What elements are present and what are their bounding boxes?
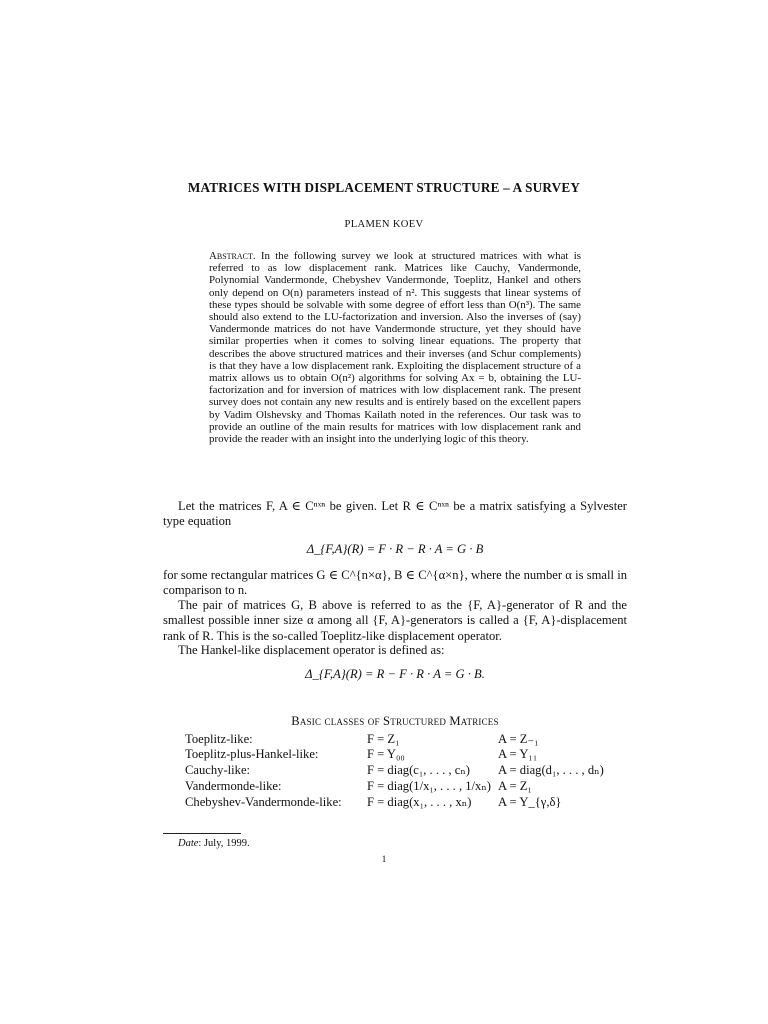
class-name: Cauchy-like:: [185, 763, 251, 778]
a-operator: A = Z₁: [498, 779, 532, 794]
equation-sylvester: Δ_{F,A}(R) = F · R − R · A = G · B: [306, 542, 484, 556]
a-operator: A = diag(d₁, . . . , dₙ): [498, 763, 604, 778]
table-row: [185, 778, 604, 794]
footnote-label: Date: [178, 838, 199, 849]
a-operator: A = Y_{γ,δ}: [498, 795, 562, 810]
table-row: [185, 794, 604, 810]
f-operator: F = diag(x₁, . . . , xₙ): [367, 795, 472, 810]
structured-matrices-table: [185, 731, 604, 810]
class-name: Chebyshev-Vandermonde-like:: [185, 795, 342, 810]
table-row: [185, 731, 604, 747]
abstract: [209, 250, 581, 445]
footnote-text: : July, 1999.: [198, 838, 250, 849]
f-operator: F = Y₀₀: [367, 747, 405, 761]
f-operator: F = diag(1/x₁, . . . , 1/xₙ): [367, 779, 491, 794]
f-operator: F = Z₁: [367, 732, 400, 746]
class-name: Vandermonde-like:: [185, 779, 282, 794]
abstract-text: In the following survey we look at structured matrices with what is referred to as low displacement rank. Matrices like Cauchy, Vandermonde, Polynomial Vandermonde, Chebyshev Vandermonde, Toeplitz, Hankel and others only depend on O(n) parameters instead of n². This suggests that linear systems of these types should be solvable with some degree of effort less than O(n³). The same should also extend to the LU-factorization and inversion. Also the inverses of (say) Vandermonde matrices do not have Vandermonde structure, yet they should have similar properties when it comes to solving linear equations. The property that describes the above structured matrices and their inverses (and Schur complements) is that they have a low displacement rank. Exploiting the displacement structure of a matrix allows us to obtain O(n²) algorithms for solving Ax = b, obtaining the LU-factorization and for inversion of matrices with low displacement rank. The present survey does not contain any new results and is entirely based on the excellent papers by Vadim Olshevsky and Thomas Kailath noted in the references. Our task was to provide an outline of the main results for matrices with low displacement rank and provide the reader with an insight into the underlying logic of this theory.: [209, 250, 581, 446]
paragraph-displacement-rank: The pair of matrices G, B above is referred to as the {F, A}-generator of R and the smallest possible inner size α among all {F, A}-generators is called a {F, A}-displacement rank of R. This is the so-called Toeplitz-like displacement operator.: [163, 598, 627, 643]
table-row: [185, 762, 604, 778]
class-name: Toeplitz-plus-Hankel-like:: [185, 747, 319, 761]
paragraph-generators: for some rectangular matrices G ∈ C^{n×α}, B ∈ C^{α×n}, where the number α is small in comparison to n.: [163, 568, 627, 598]
paragraph-hankel: The Hankel-like displacement operator is defined as:: [178, 643, 445, 657]
table-title: Basic classes of Structured Matrices: [291, 714, 499, 728]
page-number: 1: [381, 855, 387, 865]
a-operator: A = Y₁₁: [498, 747, 538, 761]
author-name: PLAMEN KOEV: [344, 219, 424, 230]
paper-title: MATRICES WITH DISPLACEMENT STRUCTURE – A SURVEY: [187, 180, 581, 195]
equation-hankel: Δ_{F,A}(R) = R − F · R · A = G · B.: [305, 667, 485, 681]
footnote-rule: [163, 833, 241, 834]
paragraph-intro: Let the matrices F, A ∈ Cⁿˣⁿ be given. Let R ∈ Cⁿˣⁿ be a matrix satisfying a Sylvester type equation: [163, 499, 627, 529]
abstract-label: Abstract.: [209, 250, 256, 262]
table-row: [185, 747, 604, 762]
footnote: [178, 838, 250, 849]
f-operator: F = diag(c₁, . . . , cₙ): [367, 763, 470, 778]
a-operator: A = Z₋₁: [498, 732, 539, 746]
class-name: Toeplitz-like:: [185, 732, 253, 746]
